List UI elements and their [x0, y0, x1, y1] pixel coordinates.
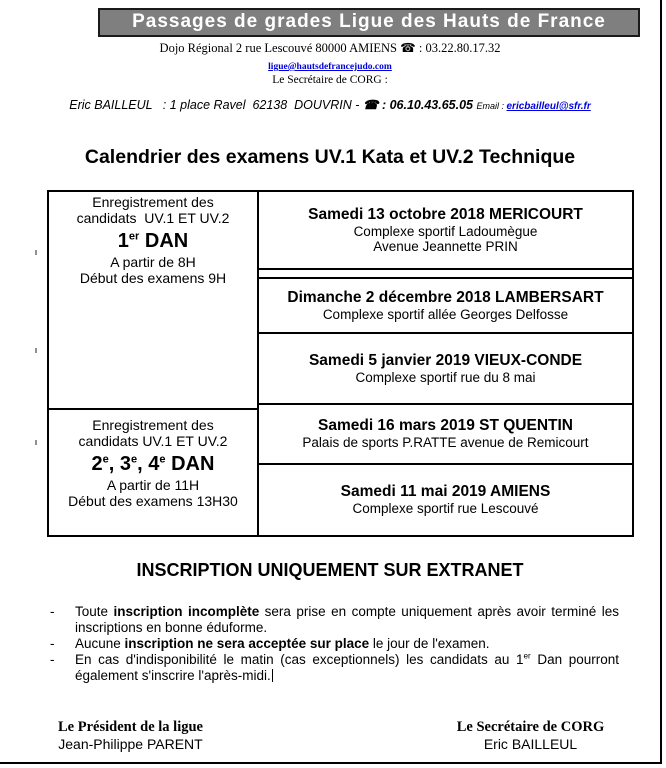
extranet-notice-heading: INSCRIPTION UNIQUEMENT SUR EXTRANET: [136, 560, 524, 580]
email-label: Email :: [476, 101, 507, 111]
note-text: Aucune inscription ne sera acceptée sur place le jour de l'examen.: [75, 636, 490, 651]
secretary-name-address: Eric BAILLEUL : 1 place Ravel 62138 DOUVRIN -: [69, 98, 363, 112]
event-date: Samedi 16 mars 2019 ST QUENTIN: [317, 417, 573, 435]
league-email-row: [0, 56, 660, 74]
secretary-email-link[interactable]: ericbailleul@sfr.fr: [506, 101, 591, 112]
secretary-phone: : 06.10.43.65.05: [378, 98, 477, 112]
page-edge-right: [660, 0, 662, 764]
league-email-link[interactable]: ligue@hautsdefrancejudo.com: [268, 62, 392, 72]
page-edge-bottom: [0, 762, 662, 764]
signature-block-secretary: [428, 719, 633, 752]
signature-block-president: [28, 719, 233, 752]
event-venue: Complexe sportif rue Lescouvé: [352, 501, 539, 517]
league-phone: : 03.22.80.17.32: [415, 41, 501, 55]
event-date: Dimanche 2 décembre 2018 LAMBERSART: [287, 288, 604, 306]
registration-line: candidats UV.1 ET UV.2: [76, 209, 230, 226]
event-row-lambersart: [257, 277, 634, 334]
event-venue: Complexe sportif allée Georges Delfosse: [322, 306, 569, 322]
signature-title: Le Président de la ligue: [58, 719, 203, 735]
event-venue: Complexe sportif Ladoumègue: [353, 223, 538, 239]
note-text: [75, 652, 619, 684]
address-text: Dojo Régional 2 rue Lescouvé 80000 AMIENS: [159, 41, 401, 55]
secretary-label: Le Secrétaire de CORG :: [272, 74, 388, 86]
event-venue: Palais de sports P.RATTE avenue de Remicourt: [302, 435, 589, 451]
bullet-dash: -: [50, 636, 55, 651]
event-date: Samedi 5 janvier 2019 VIEUX-CONDE: [308, 351, 583, 369]
banner-title: Passages de grades Ligue des Hauts de France: [98, 8, 640, 37]
exam-start-time: Début des examens 13H30: [68, 492, 238, 509]
event-row-amiens: [257, 463, 634, 537]
event-date: Samedi 13 octobre 2018 MERICOURT: [308, 205, 583, 223]
list-item: [47, 652, 619, 684]
page-title: Calendrier des examens UV.1 Kata et UV.2 Technique: [84, 146, 576, 168]
dan-grade-label: 1er DAN: [117, 230, 189, 252]
league-address-line: [0, 40, 660, 56]
phone-icon: ☎: [362, 98, 379, 112]
event-row-st-quentin: [257, 403, 634, 465]
bullet-dash: -: [50, 652, 55, 667]
list-item: [47, 604, 619, 636]
signature-name: Eric BAILLEUL: [483, 736, 578, 752]
notes-list: [47, 604, 619, 684]
event-row-mericourt: [257, 190, 634, 270]
event-venue: Complexe sportif rue du 8 mai: [355, 369, 536, 385]
note-text: Toute inscription incomplète sera prise en compte uniquement après avoir terminé les inscriptions en bonne éduforme.: [75, 604, 619, 635]
registration-line: candidats UV.1 ET UV.2: [78, 432, 228, 449]
registration-cell-2e-3e-4e-dan: [47, 408, 259, 537]
phone-icon: ☎: [400, 41, 416, 55]
registration-line: Enregistrement des: [92, 417, 214, 433]
margin-tick: [35, 348, 37, 353]
registration-start-time: A partir de 8H: [110, 254, 196, 270]
bullet-dash: -: [50, 604, 55, 619]
margin-tick: [35, 250, 37, 255]
event-row-vieux-conde: [257, 332, 634, 405]
registration-line: Enregistrement des: [92, 194, 214, 210]
exam-start-time: Début des examens 9H: [79, 269, 227, 286]
note-text-content: En cas d'indisponibilité le matin (cas exceptionnels) les candidats au 1er Dan pourront également s'inscrire l'après-midi.: [75, 651, 619, 683]
signature-title: Le Secrétaire de CORG: [456, 719, 605, 735]
event-date: Samedi 11 mai 2019 AMIENS: [340, 483, 551, 501]
event-venue: Avenue Jeannette PRIN: [373, 239, 518, 254]
dan-grade-label: 2e, 3e, 4e DAN: [91, 453, 215, 475]
text-cursor: [272, 669, 273, 682]
registration-start-time: A partir de 11H: [106, 477, 200, 493]
secretary-contact-line: [0, 97, 660, 112]
margin-tick: [35, 440, 37, 445]
registration-cell-1er-dan: [47, 190, 259, 410]
list-item: [47, 636, 619, 652]
signature-name: Jean-Philippe PARENT: [58, 736, 203, 752]
